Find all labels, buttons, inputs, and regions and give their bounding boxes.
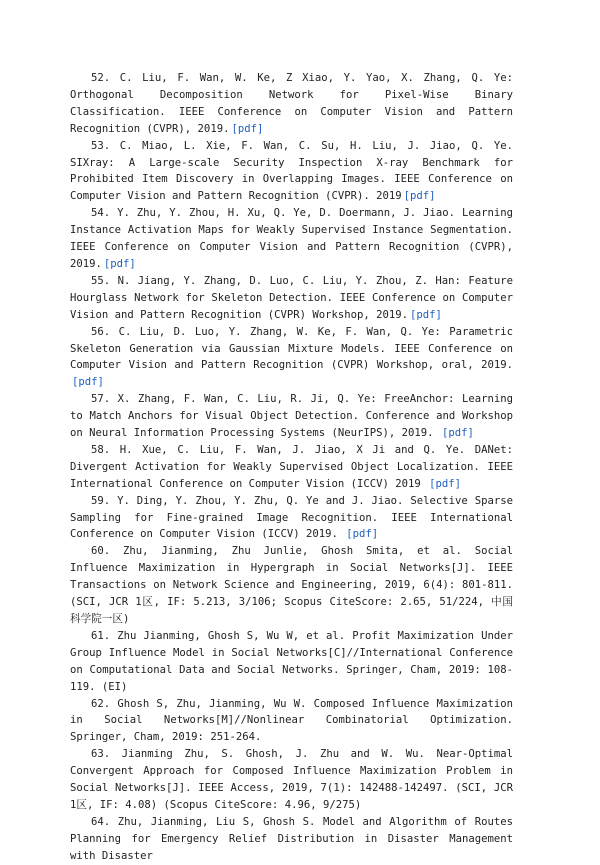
- reference-62: [70, 696, 513, 747]
- reference-number: 60.: [91, 545, 111, 558]
- reference-56: [70, 324, 513, 392]
- reference-number: 55.: [91, 274, 111, 287]
- reference-54: [70, 205, 513, 273]
- reference-number: 57.: [91, 393, 111, 406]
- reference-text: Zhu Jianming, Ghosh S, Wu W, et al. Profit Maximization Under Group Influence Model in Social Networks[C]//International Conference on Computational Data and Social Networks. Springer, Cham, 2019: 108-119. (EI): [70, 629, 513, 693]
- reference-text: X. Zhang, F. Wan, C. Liu, R. Ji, Q. Ye: FreeAnchor: Learning to Match Anchors for Visual Object Detection. Conference and Workshop on Neural Information Processing Systems (NeurIPS), 2019.: [70, 393, 513, 440]
- reference-58: [70, 442, 513, 493]
- pdf-link[interactable]: [pdf]: [231, 122, 264, 135]
- pdf-link[interactable]: [pdf]: [410, 308, 442, 321]
- reference-number: 59.: [91, 494, 111, 507]
- reference-number: 52.: [91, 72, 111, 84]
- pdf-link[interactable]: [pdf]: [429, 477, 462, 490]
- reference-text: Y. Ding, Y. Zhou, Y. Zhu, Q. Ye and J. Jiao. Selective Sparse Sampling for Fine-grained Image Recognition. IEEE International Conference on Computer Vision (ICCV) 2019.: [70, 494, 513, 541]
- reference-text: Zhu, Jianming, Zhu Junlie, Ghosh Smita, et al. Social Influence Maximization in Hypergraph in Social Networks[J]. IEEE Transactions on Network Science and Engineering, 2019, 6(4): 801-811. (SCI, JCR 1区, IF: 5.213, 3/106; Scopus CiteScore: 2.65, 51/224, 中国科学院一区): [70, 545, 513, 625]
- reference-number: 61.: [91, 629, 111, 642]
- reference-text: H. Xue, C. Liu, F. Wan, J. Jiao, X Ji and Q. Ye. DANet: Divergent Activation for Weakly Supervised Object Localization. IEEE International Conference on Computer Vision (ICCV) 2019: [70, 443, 513, 490]
- reference-text: Ghosh S, Zhu, Jianming, Wu W. Composed Influence Maximization in Social Networks[M]//Nonlinear Combinatorial Optimization. Springer, Cham, 2019: 251-264.: [70, 697, 513, 744]
- pdf-link[interactable]: [pdf]: [441, 427, 474, 440]
- reference-text: Jianming Zhu, S. Ghosh, J. Zhu and W. Wu. Near-Optimal Convergent Approach for Composed Influence Maximization Problem in Social Networks[J]. IEEE Access, 2019, 7(1): 142488-142497. (SCI, JCR 1区, IF: 4.08) (Scopus CiteScore: 4.96, 9/275): [70, 748, 513, 811]
- pdf-link[interactable]: [pdf]: [403, 190, 436, 203]
- reference-52: [70, 70, 513, 138]
- reference-55: [70, 273, 513, 324]
- pdf-link[interactable]: [pdf]: [103, 257, 136, 270]
- reference-53: [70, 138, 513, 206]
- reference-text: Y. Zhu, Y. Zhou, H. Xu, Q. Ye, D. Doermann, J. Jiao. Learning Instance Activation Maps for Weakly Supervised Instance Segmentation. IEEE Conference on Computer Vision and Pattern Recognition (CVPR), 2019.: [70, 207, 513, 270]
- reference-number: 54.: [91, 207, 111, 220]
- reference-60: [70, 543, 513, 628]
- reference-number: 56.: [91, 325, 111, 338]
- reference-61: [70, 628, 513, 696]
- pdf-link[interactable]: [pdf]: [346, 528, 379, 541]
- reference-number: 58.: [91, 443, 111, 456]
- reference-64: [70, 814, 513, 865]
- reference-number: 62.: [91, 697, 111, 710]
- pdf-link[interactable]: [pdf]: [72, 376, 104, 389]
- reference-number: 63.: [91, 748, 111, 761]
- reference-57: [70, 391, 513, 442]
- reference-number: 64.: [91, 815, 111, 828]
- reference-text: Zhu, Jianming, Liu S, Ghosh S. Model and Algorithm of Routes Planning for Emergency Relief Distribution in Disaster Management with Disaster: [70, 815, 513, 862]
- reference-number: 53.: [91, 139, 111, 152]
- reference-text: C. Miao, L. Xie, F. Wan, C. Su, H. Liu, J. Jiao, Q. Ye. SIXray: A Large-scale Security Inspection X-ray Benchmark for Prohibited Item Discovery in Overlapping Images. IEEE Conference on Computer Vision and Pattern Recognition (CVPR). 2019: [70, 139, 513, 203]
- reference-text: C. Liu, D. Luo, Y. Zhang, W. Ke, F. Wan, Q. Ye: Parametric Skeleton Generation via Gaussian Mixture Models. IEEE Conference on Computer Vision and Pattern Recognition (CVPR) Workshop, oral, 2019.: [70, 325, 513, 372]
- reference-text: C. Liu, F. Wan, W. Ke, Z Xiao, Y. Yao, X. Zhang, Q. Ye: Orthogonal Decomposition Network for Pixel-Wise Binary Classification. IEEE Conference on Computer Vision and Pattern Recognition (CVPR), 2019.: [70, 72, 513, 135]
- reference-text: N. Jiang, Y. Zhang, D. Luo, C. Liu, Y. Zhou, Z. Han: Feature Hourglass Network for Skeleton Detection. IEEE Conference on Computer Vision and Pattern Recognition (CVPR) Workshop, 2019.: [70, 274, 513, 321]
- reference-63: [70, 746, 513, 814]
- reference-59: [70, 493, 513, 544]
